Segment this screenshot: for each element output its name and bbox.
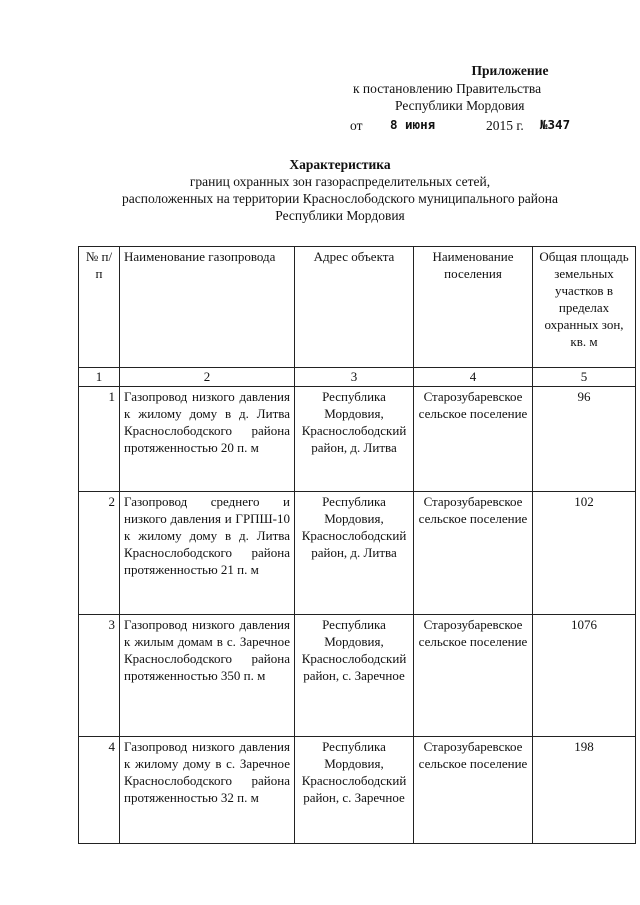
date-year: 2015 г. xyxy=(486,117,524,133)
column-index-row xyxy=(79,368,636,387)
row-num: 1 xyxy=(79,387,120,492)
table-row xyxy=(79,737,636,844)
row-address: Республика Мордовия, Краснослободский район, с. Заречное xyxy=(295,737,414,844)
row-address: Республика Мордовия, Краснослободский район, с. Заречное xyxy=(295,615,414,737)
table-header-row xyxy=(79,247,636,368)
row-num: 2 xyxy=(79,492,120,615)
row-address: Республика Мордовия, Краснослободский район, д. Литва xyxy=(295,387,414,492)
heading-line-1: границ охранных зон газораспределительных сетей, xyxy=(189,174,491,189)
header-address: Адрес объекта xyxy=(295,247,414,368)
table-row xyxy=(79,387,636,492)
table-row xyxy=(79,492,636,615)
annex-region-line: Республики Мордовия xyxy=(395,98,525,113)
row-settlement: Старозубаревское сельское поселение xyxy=(414,492,533,615)
heading-line-3: Республики Мордовия xyxy=(275,208,405,223)
row-area: 1076 xyxy=(533,615,636,737)
column-index: 5 xyxy=(533,368,636,387)
row-num: 4 xyxy=(79,737,120,844)
heading-line-2: расположенных на территории Краснослободского муниципального района xyxy=(122,191,558,206)
row-settlement: Старозубаревское сельское поселение xyxy=(414,737,533,844)
row-pipeline-name: Газопровод низкого давления к жилым домам в с. Заречное Краснослободского района протяженностью 350 п. м xyxy=(120,615,295,737)
row-area: 198 xyxy=(533,737,636,844)
header-area: Общая площадь земельных участков в пределах охранных зон, кв. м xyxy=(533,247,636,368)
row-pipeline-name: Газопровод низкого давления к жилому дому в д. Литва Краснослободского района протяженностью 20 п. м xyxy=(120,387,295,492)
row-area: 96 xyxy=(533,387,636,492)
annex-title: Приложение xyxy=(471,63,549,78)
annex-block xyxy=(340,62,600,137)
header-settlement: Наименование поселения xyxy=(414,247,533,368)
row-num: 3 xyxy=(79,615,120,737)
column-index: 1 xyxy=(79,368,120,387)
annex-decree-line: к постановлению Правительства xyxy=(353,80,542,96)
row-settlement: Старозубаревское сельское поселение xyxy=(414,387,533,492)
heading-title: Характеристика xyxy=(289,157,391,172)
row-pipeline-name: Газопровод низкого давления к жилому дому в с. Заречное Краснослободского района протяженностью 32 п. м xyxy=(120,737,295,844)
column-index: 3 xyxy=(295,368,414,387)
annex-date-line xyxy=(340,117,600,137)
column-index: 2 xyxy=(120,368,295,387)
header-name: Наименование газопровода xyxy=(120,247,295,368)
header-num: № п/п xyxy=(79,247,120,368)
table-row xyxy=(79,615,636,737)
document-heading xyxy=(80,156,600,224)
decree-number: №347 xyxy=(540,116,571,132)
row-settlement: Старозубаревское сельское поселение xyxy=(414,615,533,737)
date-day: 8 июня xyxy=(390,116,436,132)
row-area: 102 xyxy=(533,492,636,615)
zones-table xyxy=(78,246,636,844)
column-index: 4 xyxy=(414,368,533,387)
row-address: Республика Мордовия, Краснослободский район, д. Литва xyxy=(295,492,414,615)
row-pipeline-name: Газопровод среднего и низкого давления и ГРПШ-10 к жилому дому в д. Литва Краснослободского района протяженностью 21 п. м xyxy=(120,492,295,615)
date-prefix: от xyxy=(350,117,363,133)
